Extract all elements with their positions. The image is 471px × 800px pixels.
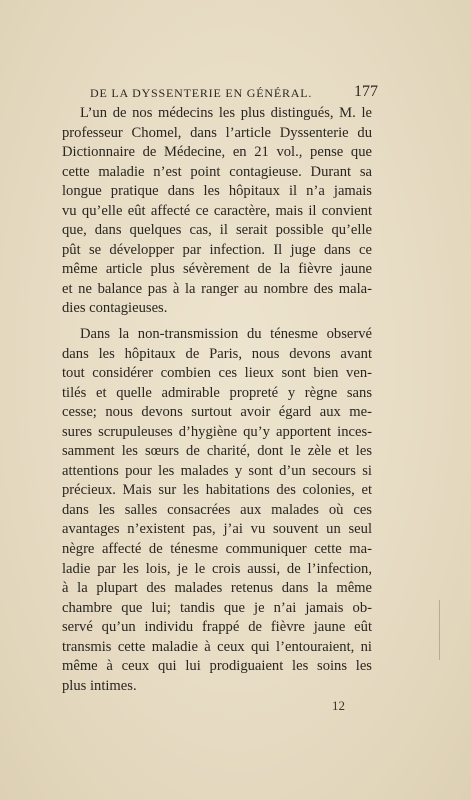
text-line: à la plupart des malades retenus dans la même: [62, 580, 372, 597]
text-line: tilés et quelle admirable propreté y règne sans: [62, 384, 372, 401]
text-line: professeur Chomel, dans l’article Dyssenterie du: [62, 124, 372, 141]
text-line: même article plus sévèrement de la fièvre jaune: [62, 261, 372, 278]
margin-rule: [439, 600, 440, 660]
text-line: dans les hôpitaux de Paris, nous devons avant: [62, 345, 372, 362]
text-line: avantages n’existent pas, j’ai vu souvent un seul: [62, 521, 372, 538]
text-line: attentions pour les malades y sont d’un secours si: [62, 462, 372, 479]
text-line: transmis cette maladie à ceux qui l’entouraient, ni: [62, 638, 372, 655]
text-line: longue pratique dans les hôpitaux il n’a jamais: [62, 183, 372, 200]
text-line: pût se développer par infection. Il juge dans ce: [62, 241, 372, 258]
paragraph-2: [62, 325, 372, 696]
text-line: que, dans quelques cas, il serait possible qu’elle: [62, 222, 372, 239]
text-line: chambre que lui; tandis que je n’ai jamais ob-: [62, 599, 372, 616]
text-line: même à ceux qui lui prodiguaient les soins les: [62, 658, 372, 675]
text-line: samment les sœurs de charité, dont le zèle et les: [62, 443, 372, 460]
body-text: [62, 104, 372, 696]
text-line: dans les salles consacrées aux malades où ces: [62, 501, 372, 518]
running-title: DE LA DYSSENTERIE EN GÉNÉRAL.: [90, 86, 313, 100]
text-line: servé qu’un individu frappé de fièvre jaune eût: [62, 619, 372, 636]
signature-mark: 12: [332, 698, 345, 713]
text-line: dies contagieuses.: [62, 300, 168, 317]
text-line: plus intimes.: [62, 677, 137, 694]
text-line: sures scrupuleuses d’hygiène qu’y apportent inces-: [62, 423, 372, 440]
text-line: cette maladie n’est point contagieuse. Durant sa: [62, 163, 372, 180]
text-line: cesse; nous devons surtout avoir égard aux me-: [62, 404, 372, 421]
text-line: nègre affecté de ténesme communiquer cette ma-: [62, 541, 372, 558]
text-line: Dictionnaire de Médecine, en 21 vol., pense que: [62, 144, 372, 161]
paragraph-1: [62, 104, 372, 319]
text-line: et ne balance pas à la ranger au nombre des mala-: [62, 280, 372, 297]
text-line: ladie par les lois, je le crois aussi, de l’infection,: [62, 560, 372, 577]
page-number: 177: [354, 83, 378, 100]
text-line: Dans la non-transmission du ténesme observé: [80, 326, 372, 343]
text-line: vu qu’elle eût affecté ce caractère, mais il convient: [62, 202, 372, 219]
text-line: tout considérer combien ces lieux sont bien ven-: [62, 365, 372, 382]
text-line: L’un de nos médecins les plus distingués, M. le: [80, 105, 372, 121]
text-line: précieux. Mais sur les habitations des colonies, et: [62, 482, 372, 499]
